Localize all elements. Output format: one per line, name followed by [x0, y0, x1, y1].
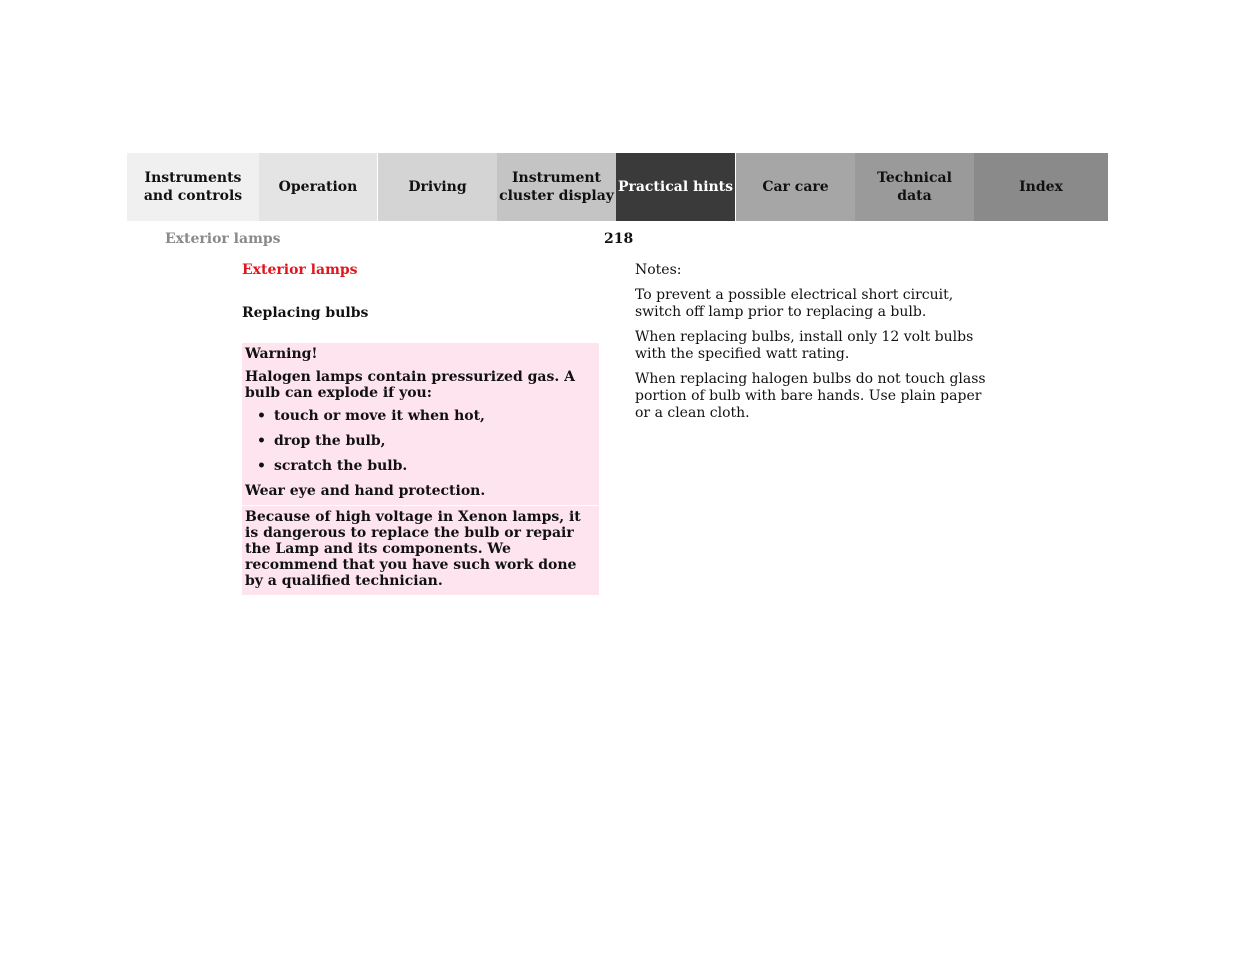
list-item: • touch or move it when hot,: [245, 408, 596, 424]
xenon-warning-text: Because of high voltage in Xenon lamps, it is dangerous to replace the bulb or repair the Lamp and its components. We recommend that you have such work done by a qualified technician.: [245, 509, 581, 589]
page-number: 218: [604, 231, 634, 247]
note-paragraph: When replacing halogen bulbs do not touch glass portion of bulb with bare hands. Use plain paper or a clean cloth.: [635, 371, 986, 421]
subheading: Replacing bulbs: [242, 305, 369, 321]
tab-instrument-cluster-display[interactable]: Instrument cluster display: [497, 153, 616, 221]
warning-title: Warning!: [245, 346, 318, 362]
note-paragraph: To prevent a possible electrical short circuit, switch off lamp prior to replacing a bulb.: [635, 287, 954, 320]
page-title: Exterior lamps: [242, 262, 358, 278]
tab-instruments-and-controls[interactable]: Instruments and controls: [127, 153, 259, 221]
warning-list: [245, 408, 596, 474]
tab-index[interactable]: Index: [974, 153, 1108, 221]
protection-note: Wear eye and hand protection.: [245, 483, 486, 499]
notes-label: Notes:: [635, 262, 682, 278]
tab-practical-hints[interactable]: Practical hints: [616, 153, 736, 221]
warning-box: [242, 343, 599, 595]
section-header: Exterior lamps: [165, 231, 281, 247]
xenon-warning: [242, 505, 599, 595]
list-item: • scratch the bulb.: [245, 458, 596, 474]
tab-car-care[interactable]: Car care: [736, 153, 855, 221]
notes-column: [635, 262, 995, 430]
chapter-tab-bar: [127, 153, 1108, 221]
list-item: • drop the bulb,: [245, 433, 596, 449]
note-paragraph: When replacing bulbs, install only 12 volt bulbs with the specified watt rating.: [635, 329, 974, 362]
tab-technical-data[interactable]: Technical data: [855, 153, 974, 221]
tab-driving[interactable]: Driving: [378, 153, 497, 221]
halogen-warning: [242, 343, 599, 505]
warning-intro: Halogen lamps contain pressurized gas. A bulb can explode if you:: [245, 369, 575, 401]
tab-operation[interactable]: Operation: [259, 153, 378, 221]
